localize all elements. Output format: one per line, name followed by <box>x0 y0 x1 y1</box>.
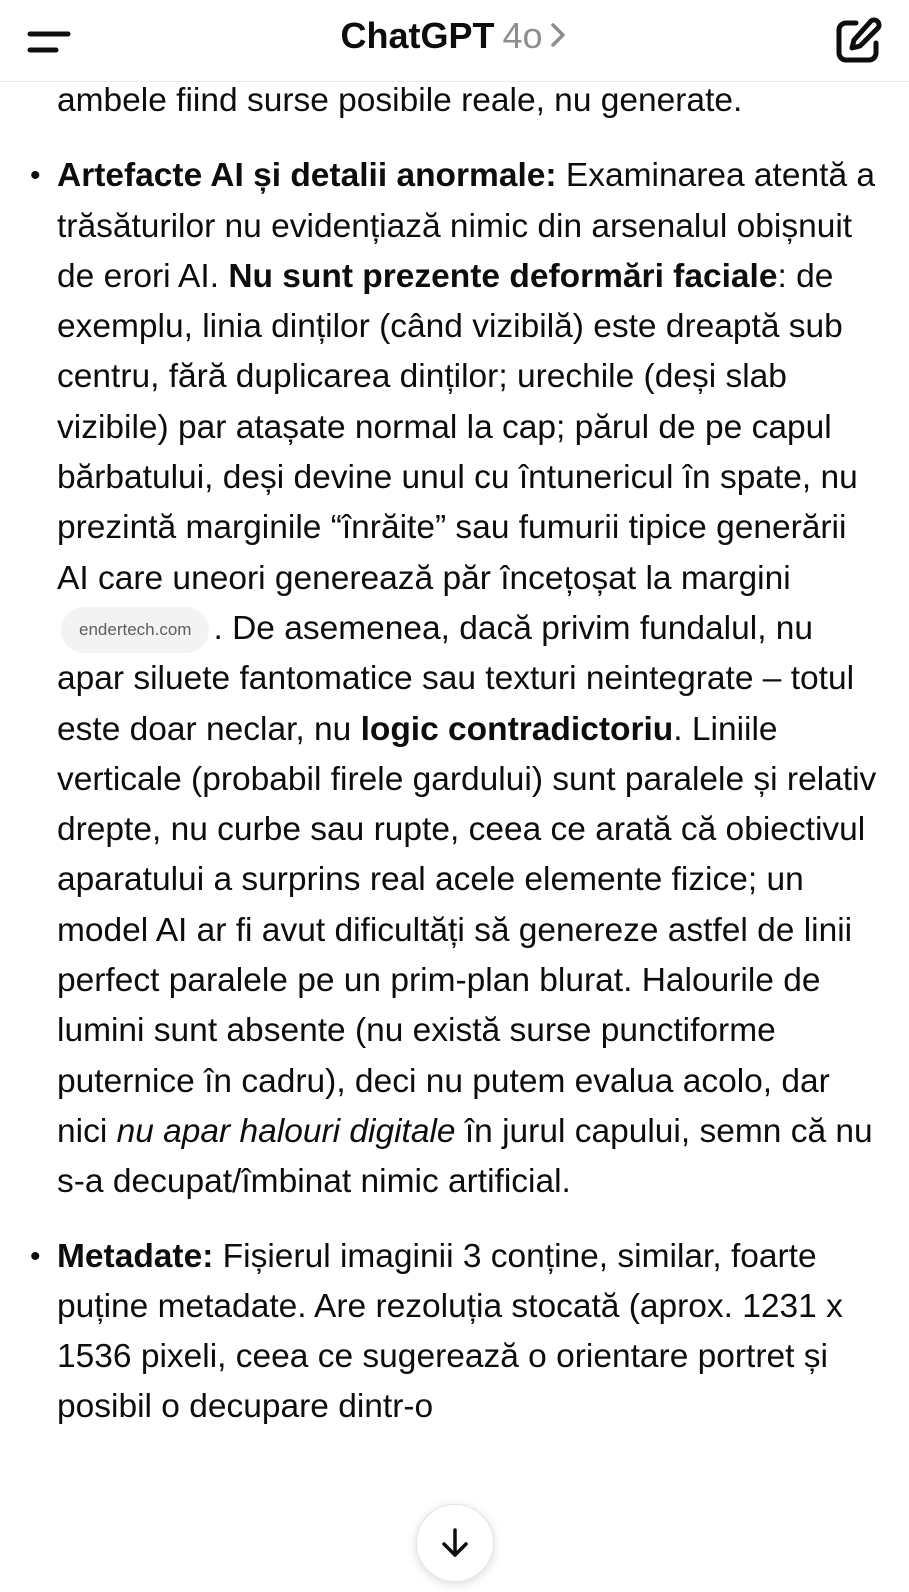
bullet-text: . De asemenea, dacă privim fundalul, nu apar siluete fantomatice sau texturi neintegrate – totul este doar neclar, nu <box>57 609 855 748</box>
bullet-marker: • <box>30 1239 41 1273</box>
bold-phrase: logic contradictoriu <box>360 710 674 748</box>
new-chat-icon[interactable] <box>829 12 887 70</box>
bullet-metadata <box>30 1232 883 1433</box>
app-title: ChatGPT <box>340 15 495 56</box>
bullet-marker: • <box>30 159 41 193</box>
bullet-text: Examinarea atentă a trăsăturilor nu evidențiază nimic din arsenalul obișnuit de erori AI. <box>57 157 876 295</box>
bullet-text: : de exemplu, linia dinților (când vizibilă) este dreaptă sub centru, fără duplicarea dinților; urechile (deși slab vizibile) par atașate normal la cap; părul de pe capul bărbatului, deși devine unul cu întunericul în spate, nu prezintă marginile “înrăite” sau fumurii tipice generării AI care uneori generează păr încețoșat la margini <box>57 257 858 597</box>
bullet-list <box>30 151 883 1432</box>
scroll-to-bottom-button[interactable] <box>416 1504 494 1582</box>
bold-phrase: Nu sunt prezente deformări faciale <box>228 257 778 295</box>
assistant-message <box>30 82 883 1457</box>
conversation-area[interactable] <box>0 82 909 1592</box>
bullet-heading: Metadate: <box>57 1237 214 1275</box>
bullet-text: în jurul capului, semn că nu s-a decupat/îmbinat nimic artificial. <box>57 1112 873 1201</box>
message-paragraph: ambele fiind surse posibile reale, nu generate. <box>57 82 743 119</box>
bullet-heading: Artefacte AI și detalii anormale: <box>57 157 557 195</box>
model-label: 4o <box>502 15 543 56</box>
bullet-artefacts <box>30 151 883 1207</box>
chevron-right-icon <box>547 20 569 50</box>
arrow-down-icon <box>437 1525 473 1561</box>
model-selector[interactable] <box>0 14 909 58</box>
bullet-text: Fișierul imaginii 3 conține, similar, foarte puține metadate. Are rezoluția stocată (aprox. 1231 x 1536 pixeli, ceea ce sugerează o orientare portret și posibil o decupare dintr-o <box>57 1237 843 1426</box>
bullet-text: . Liniile verticale (probabil firele gardului) sunt paralele și relativ drepte, nu curbe sau rupte, ceea ce arată că obiectivul aparatului a surprins real acele elemente fizice; un model AI ar fi avut dificultăți să genereze astfel de linii perfect paralele pe un prim-plan blurat. Halourile de lumini sunt absente (nu există surse punctiforme puternice în cadru), deci nu putem evalua acolo, dar nici <box>57 710 877 1150</box>
italic-phrase: nu apar halouri digitale <box>116 1112 456 1150</box>
source-citation-chip[interactable]: endertech.com <box>61 607 209 653</box>
top-bar <box>0 0 909 82</box>
